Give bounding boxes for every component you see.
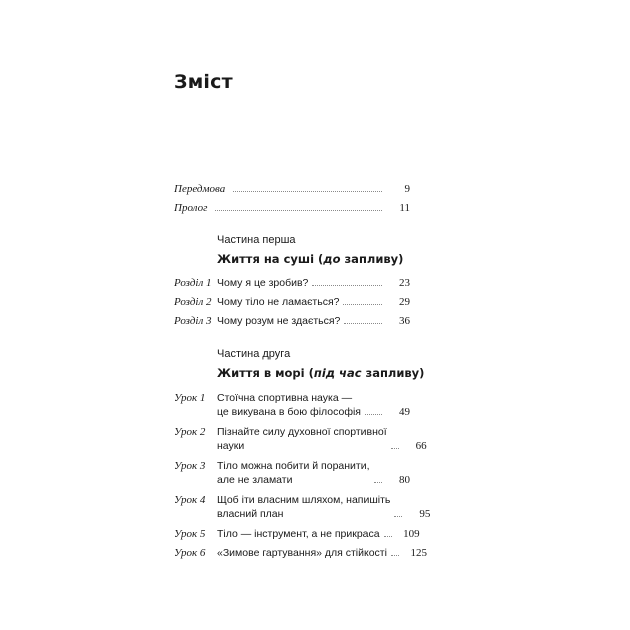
toc-page-number: 125 xyxy=(410,547,427,559)
toc-entry-title: Тіло можна побити й поранити, але не зламати xyxy=(217,460,370,486)
toc-entry-label: Пролог xyxy=(174,202,208,214)
toc-entry-lesson-4[interactable] xyxy=(174,493,431,521)
part-one-label: Частина перша xyxy=(217,234,296,246)
dot-leader xyxy=(365,413,382,415)
dot-leader xyxy=(233,190,382,192)
toc-entry-lesson-1[interactable] xyxy=(174,391,410,419)
toc-entry-title: Чому я це зробив? xyxy=(217,277,309,289)
toc-entry-label: Передмова xyxy=(174,183,226,195)
toc-entry-title: Стоїчна спортивна наука — це викувана в бою філософія xyxy=(217,392,361,418)
toc-page-number: 36 xyxy=(399,315,410,327)
dot-leader xyxy=(394,515,402,517)
toc-entry-title: Чому розум не здається? xyxy=(217,315,341,327)
part-one-title: Життя на суші (до запливу) xyxy=(217,252,404,266)
toc-entry-label: Урок 1 xyxy=(174,392,206,404)
toc-entry-foreword[interactable] xyxy=(174,182,410,196)
dot-leader xyxy=(384,535,392,537)
toc-entry-chapter-1[interactable] xyxy=(174,276,410,290)
part-two-title: Життя в морі (під час запливу) xyxy=(217,366,425,380)
toc-entry-label: Розділ 2 xyxy=(174,296,212,308)
toc-entry-title: Тіло — інструмент, а не прикраса xyxy=(217,528,380,540)
toc-entry-lesson-2[interactable] xyxy=(174,425,427,453)
dot-leader xyxy=(391,554,399,556)
toc-page-number: 9 xyxy=(404,183,410,195)
toc-page-number: 29 xyxy=(399,296,410,308)
toc-entry-lesson-3[interactable] xyxy=(174,459,410,487)
toc-entry-label: Урок 4 xyxy=(174,494,206,506)
dot-leader xyxy=(215,209,382,211)
toc-page-number: 66 xyxy=(415,440,427,452)
toc-entry-prologue[interactable] xyxy=(174,201,410,215)
toc-page-number: 23 xyxy=(399,277,410,289)
dot-leader xyxy=(343,303,382,305)
toc-page-number: 80 xyxy=(399,474,410,486)
toc-entry-label: Розділ 3 xyxy=(174,315,212,327)
part-two-label: Частина друга xyxy=(217,348,291,360)
toc-entry-label: Урок 6 xyxy=(174,547,206,559)
toc-page-number: 109 xyxy=(403,528,420,540)
dot-leader xyxy=(344,322,382,324)
toc-entry-chapter-2[interactable] xyxy=(174,295,410,309)
table-of-contents xyxy=(174,182,431,560)
toc-entry-chapter-3[interactable] xyxy=(174,314,410,328)
page-title: Зміст xyxy=(174,71,233,93)
toc-entry-title: Щоб іти власним шляхом, напишіть власний план xyxy=(217,494,391,520)
toc-entry-title: Пізнайте силу духовної спортивної науки xyxy=(217,426,387,452)
toc-page-number: 11 xyxy=(399,202,410,214)
toc-entry-lesson-6[interactable] xyxy=(174,546,427,560)
toc-entry-title: Чому тіло не ламається? xyxy=(217,296,340,308)
toc-entry-title: «Зимове гартування» для стійкості xyxy=(217,547,387,559)
dot-leader xyxy=(374,481,382,483)
toc-page-number: 95 xyxy=(419,508,431,520)
toc-entry-label: Урок 5 xyxy=(174,528,206,540)
dot-leader xyxy=(312,284,382,286)
toc-entry-lesson-5[interactable] xyxy=(174,527,420,541)
dot-leader xyxy=(391,447,399,449)
toc-entry-label: Розділ 1 xyxy=(174,277,212,289)
toc-entry-label: Урок 3 xyxy=(174,460,206,472)
toc-page-number: 49 xyxy=(399,406,410,418)
toc-entry-label: Урок 2 xyxy=(174,426,206,438)
